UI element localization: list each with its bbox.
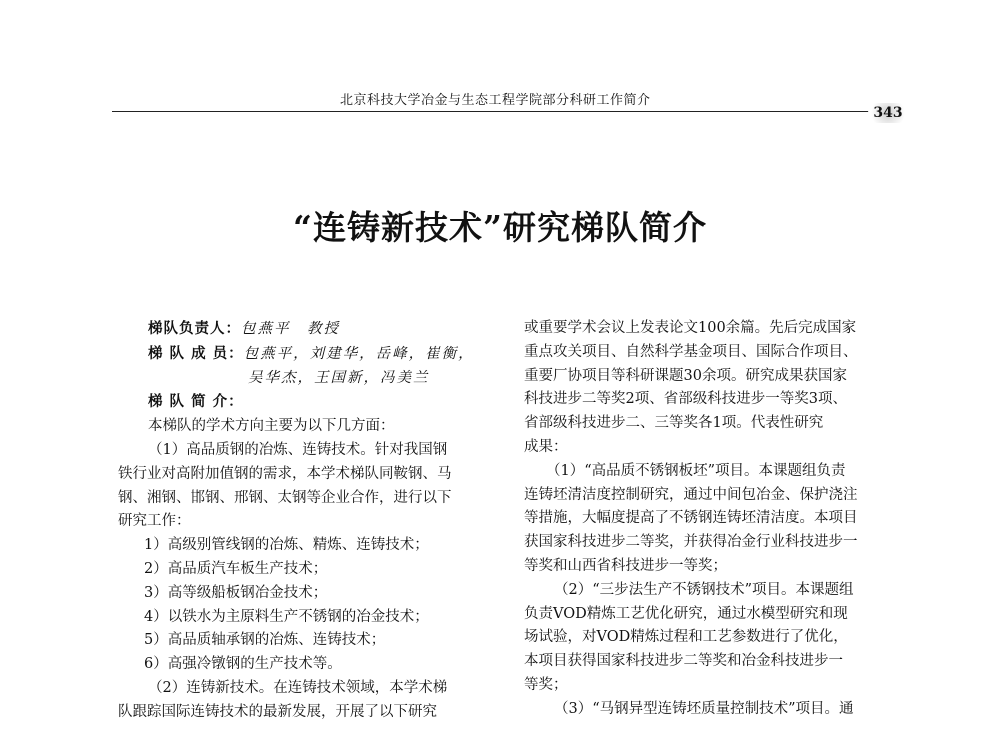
body-line: 研究工作： bbox=[118, 513, 191, 530]
body-line: 省部级科技进步二、三等奖各1项。代表性研究 bbox=[524, 415, 824, 432]
list-item: 2）高品质汽车板生产技术； bbox=[144, 560, 328, 577]
members-label: 梯 队 成 员： bbox=[148, 344, 244, 362]
members-value-2: 吴华杰，王国新，冯美兰 bbox=[248, 369, 430, 386]
body-line: 或重要学术会议上发表论文100余篇。先后完成国家 bbox=[524, 320, 857, 336]
document-title: “连铸新技术”研究梯队简介 bbox=[293, 208, 707, 247]
body-line: 等奖； bbox=[524, 676, 568, 693]
running-header: 北京科技大学冶金与生态工程学院部分科研工作简介 bbox=[340, 93, 651, 108]
list-item: 6）高强冷镦钢的生产技术等。 bbox=[144, 656, 342, 673]
list-item: 3）高等级船板钢冶金技术； bbox=[144, 584, 328, 601]
intro-label: 梯 队 简 介： bbox=[148, 393, 244, 411]
page-number: 343 bbox=[868, 103, 908, 123]
leader-line bbox=[118, 317, 498, 342]
body-line: 科技进步二等奖2项、省部级科技进步一等奖3项、 bbox=[524, 391, 847, 408]
right-column bbox=[524, 317, 909, 722]
body-line: 本梯队的学术方向主要为以下几方面： bbox=[148, 418, 395, 435]
intro-label-line bbox=[118, 390, 498, 415]
body-line: 等奖和山西省科技进步一等奖； bbox=[524, 557, 727, 574]
left-column bbox=[118, 317, 498, 725]
body-line: 获国家科技进步二等奖，并获得冶金行业科技进步一 bbox=[524, 534, 858, 551]
body-line: 负责VOD精炼工艺优化研究，通过水模型研究和现 bbox=[524, 605, 848, 622]
body-line: 等措施，大幅度提高了不锈钢连铸坯清洁度。本项目 bbox=[524, 510, 858, 527]
members-line bbox=[118, 342, 498, 367]
body-line: 钢、湘钢、邯钢、邢钢、太钢等企业合作，进行以下 bbox=[118, 489, 452, 506]
body-line: （3）“马钢异型连铸坯质量控制技术”项目。通 bbox=[554, 700, 854, 717]
list-item: 5）高品质轴承钢的冶炼、连铸技术； bbox=[144, 632, 386, 649]
body-line: 成果： bbox=[524, 438, 568, 455]
body-line: （1）“高品质不锈钢板坯”项目。本课题组负责 bbox=[546, 462, 846, 479]
leader-value: 包燕平 教授 bbox=[241, 321, 340, 337]
body-line: 连铸坯清洁度控制研究，通过中间包冶金、保护浇注 bbox=[524, 486, 858, 503]
leader-label: 梯队负责人： bbox=[148, 320, 241, 337]
body-line: 本项目获得国家科技进步二等奖和冶金科技进步一 bbox=[524, 653, 843, 670]
list-item: 4）以铁水为主原料生产不锈钢的冶金技术； bbox=[144, 608, 429, 625]
members-line-2 bbox=[118, 367, 498, 391]
body-line: 铁行业对高附加值钢的需求，本学术梯队同鞍钢、马 bbox=[118, 465, 452, 482]
body-line: 重点攻关项目、自然科学基金项目、国际合作项目、 bbox=[524, 343, 858, 360]
body-line: （2）“三步法生产不锈钢技术”项目。本课题组 bbox=[554, 581, 854, 598]
body-line: 重要厂协项目等科研课题30余项。研究成果获国家 bbox=[524, 367, 847, 384]
header-rule bbox=[112, 111, 872, 112]
body-line: （2）连铸新技术。在连铸技术领域，本学术梯 bbox=[148, 679, 448, 696]
members-value-1: 包燕平，刘建华，岳峰，崔衡， bbox=[243, 345, 475, 362]
list-item: 1）高级别管线钢的冶炼、精炼、连铸技术； bbox=[144, 537, 429, 554]
body-line: 场试验，对VOD精炼过程和工艺参数进行了优化， bbox=[524, 629, 848, 646]
body-line: （1）高品质钢的冶炼、连铸技术。针对我国钢 bbox=[148, 441, 448, 458]
body-line: 队跟踪国际连铸技术的最新发展，开展了以下研究 bbox=[118, 703, 437, 720]
